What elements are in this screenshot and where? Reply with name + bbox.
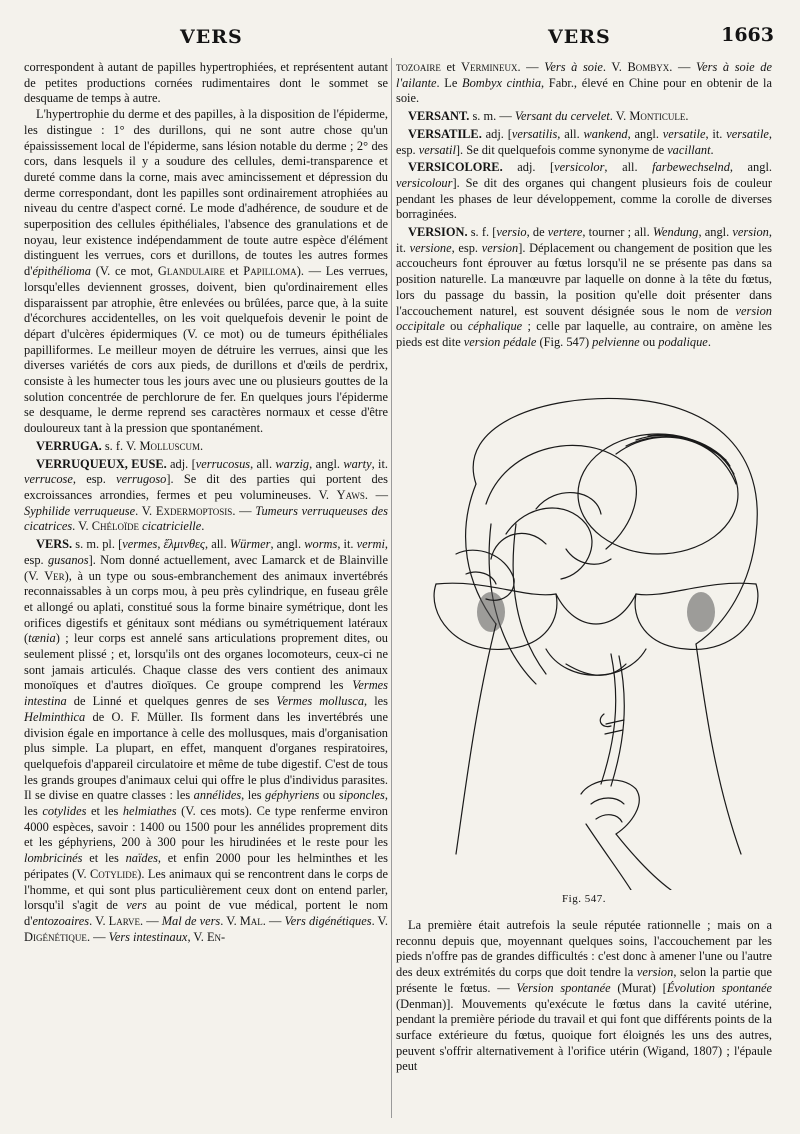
figure-547-illustration bbox=[396, 384, 776, 890]
paragraph-version-continued: La première était autrefois la seule réputée rationnelle ; mais on a reconnu depuis que, moyennant quelques soins, l'accouchement par les pieds n'offre pas de grandes difficultés : c'est donc à amener l'une ou l'autre des deux extrémités du corps que doit tendre la version, selon la partie que présente le fœtus. — Version spontanée (Murat) [Évolution spontanée (Denman)]. Mouvements qu'exécute le fœtus dans la cavité utérine, pendant la première période du travail et qui font que différents points de la surface extérieure du fœtus, quoique fort éloignés les uns des autres, peuvent s'offrir alternativement à l'orifice utérin (Wigand, 1807) ; l'épaule peut bbox=[396, 918, 773, 1074]
paragraph-continuation: correspondent à autant de papilles hypertrophiées, et représentent autant de petites productions cornées rudimentaires dont le sommet se desquame de temps à autre. bbox=[24, 60, 388, 106]
entry-versant: VERSANT. s. m. — Versant du cervelet. V. Monticule. bbox=[408, 109, 689, 124]
running-head-left: VERS bbox=[180, 26, 243, 48]
figure-caption: Fig. 547. bbox=[562, 893, 606, 905]
entry-verruqueux: VERRUQUEUX, EUSE. adj. [verrucosus, all. warzig, angl. warty, it. verrucose, esp. verrugoso]. Se dit des parties qui portent des excroissances arrondies, fermes et peu volumineuses. V. Yaws. — Syphilide verruqueuse. V. Exdermoptosis. — Tumeurs verruqueuses des cicatrices. V. Chéloïde cicatricielle. bbox=[24, 456, 389, 534]
page-number: 1663 bbox=[721, 24, 774, 46]
entry-verruga: VERRUGA. s. f. V. Molluscum. bbox=[36, 438, 204, 453]
entry-vers: VERS. s. m. pl. [vermes, ἕλμινθες, all. Würmer, angl. worms, it. vermi, esp. gusanos]. Nom donné actuellement, avec Lamarck et de Blainville (V. Ver), à un type ou sous-embranchement des animaux invertébrés reconnaissables à un corps mou, à peu près cylindrique, en fuseau grêle et allongé ou aplati, constitué sous la forme binaire symétrique, dont les orifices digestifs et génitaux sont médians ou symétriquement latéraux (tænia) ; leur corps est annelé sans articulations proprement dites, ou seulement plissé ; et, lorsqu'ils ont des organes locomoteurs, ceux-ci ne sont jamais articulés. Chaque classe des vers contient des animaux monoïques et d'autres dioïques. Ce groupe comprend les Vermes intestina de Linné et quelques genres de ses Vermes mollusca, les Helminthica de O. F. Müller. Ils forment dans les invertébrés une division égale en importance à celle des mollusques, mais d'organisation plus simple. La plupart, en effet, manquent d'organes respiratoires, quelquefois d'appareil circulatoire et même de tube digestif. C'est de tous les grands groupes d'animaux celui qui offre le plus d'individus parasites. Il se divise en quatre classes : les annélides, les géphyriens ou siponcles, les cotylides et les helmiathes (V. ces mots). Ce type renferme environ 4000 espèces, savoir : 1400 ou 1500 pour les annélides proprement dits et les géphyriens, 200 à 300 pour les hirudinées et le reste pour les lombricinés et les naïdes, et enfin 2000 pour les helminthes et les péripates (V. Cotylide). Les animaux qui se rencontrent dans le corps de l'homme, et qui sont plus particulièrement ceux dont on entend parler, lorsqu'il s'agit de vers au point de vue médical, portent le nom d'entozoaires. V. Larve. — Mal de vers. V. Mal. — Vers digénétiques. V. Digénétique. — Vers intestinaux, V. En- bbox=[24, 537, 389, 944]
column-divider bbox=[391, 58, 392, 1118]
right-column-bottom bbox=[396, 918, 772, 1075]
entry-versatile: VERSATILE. adj. [versatilis, all. wankend, angl. versatile, it. versatile, esp. versatil]. Se dit quelquefois comme synonyme de vacillant. bbox=[396, 126, 773, 157]
left-column bbox=[24, 60, 388, 945]
running-head-right: VERS bbox=[548, 26, 611, 48]
entry-version: VERSION. s. f. [versio, de vertere, tourner ; all. Wendung, angl. version, it. versione, esp. version]. Déplacement ou changement de position que les accoucheurs font éprouver au fœtus lorsqu'il ne se présente pas dans sa position naturelle. La manœuvre par laquelle on donne à la tête du fœtus, lors du passage du bassin, la position qu'elle doit présenter dans l'accouchement naturel, est souvent désignée sous le nom de version occipitale ou céphalique ; celle par laquelle, au contraire, on amène les pieds est dite version pédale (Fig. 547) pelvienne ou podalique. bbox=[396, 225, 772, 349]
right-column bbox=[396, 60, 772, 351]
entry-versicolore: VERSICOLORE. adj. [versicolor, all. farbewechselnd, angl. versicolour]. Se dit des organes qui changent plusieurs fois de couleur pendant les phases de leur développement, comme la corolle de diverses borraginées. bbox=[396, 160, 772, 222]
paragraph-hypertrophie: L'hypertrophie du derme et des papilles, à la disposition de l'épiderme, les distingue : 1° des durillons, qui ne sont autre chose qu'un épaississement local de l'épiderme, sans lésion notable du derme ; 2° des cors, dans lesquels il y a soudure des cellules, demi-transparence et dureté comme dans la corne, mais avec amincissement et dépression du derme correspondant, dont les papilles sont ordinairement atrophiées au niveau du centre d'aspect corné. Le mode d'adhérence, de soudure et de superposition des cellules épithéliales, l'absence des granulations et de noyau, leur existence indépendamment de toute autre espèce d'élément distinguent les verrues, cors et durillons, de toutes les autres formes d'épithélioma (V. ce mot, Glandulaire et Papilloma). — Les verrues, lorsqu'elles deviennent grosses, doivent, bien qu'ordinairement elles disparaissent par atrophie, être enlevées ou brûlées, parce que, à la suite d'écorchures accidentelles, on les voit quelquefois devenir le point de départ d'ulcères épidermiques (V. ce mot) ou de tumeurs épithéliales papilliformes. Le meilleur moyen de détruire les verrues, ainsi que les diverses variétés de cors aux pieds, de durillons et d'œils de perdrix, consiste à les humecter tous les jours avec une ou plusieurs gouttes de la solution concentrée de perchlorure de fer. En quelques jours l'épiderme se desquame, le derme reprend ses caractères normaux et cesse d'être douloureux tant à la pression que spontanément. bbox=[24, 107, 389, 436]
entry-vers-continuation: tozoaire et Vermineux. — Vers à soie. V. Bombyx. — Vers à soie de l'ailante. Le Bombyx cinthia, Fabr., élevé en Chine pour en obtenir de la soie. bbox=[396, 60, 772, 106]
